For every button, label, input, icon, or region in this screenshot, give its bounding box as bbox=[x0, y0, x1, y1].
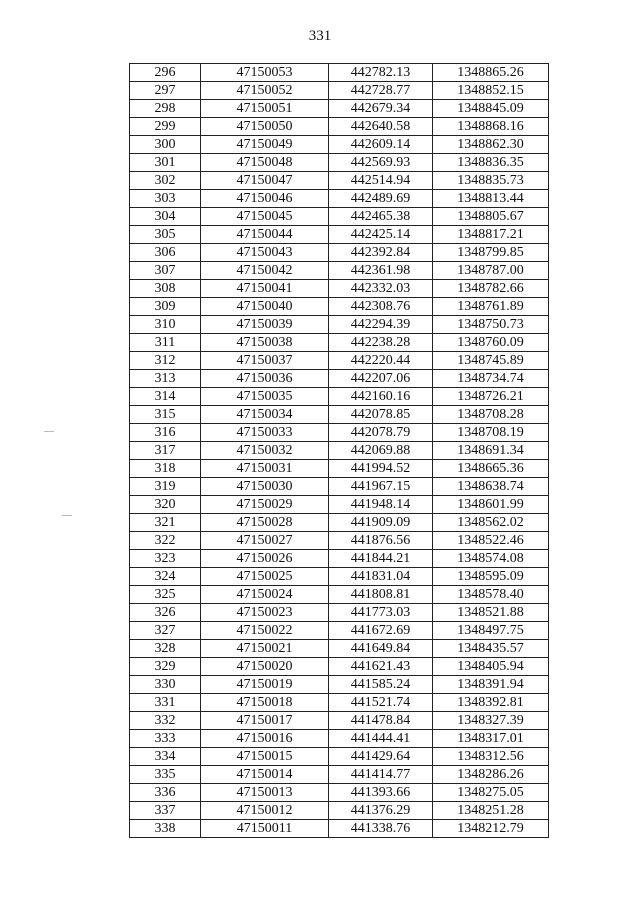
y-coordinate-cell: 1348782.66 bbox=[433, 280, 549, 298]
table-row bbox=[130, 658, 549, 676]
x-coordinate-cell: 441773.03 bbox=[329, 604, 433, 622]
table-row bbox=[130, 802, 549, 820]
x-coordinate-cell: 441649.84 bbox=[329, 640, 433, 658]
x-coordinate-cell: 441521.74 bbox=[329, 694, 433, 712]
table-row bbox=[130, 568, 549, 586]
x-coordinate-cell: 442465.38 bbox=[329, 208, 433, 226]
row-number-cell: 301 bbox=[130, 154, 201, 172]
table-row bbox=[130, 478, 549, 496]
point-code-cell: 47150034 bbox=[201, 406, 329, 424]
x-coordinate-cell: 442160.16 bbox=[329, 388, 433, 406]
row-number-cell: 326 bbox=[130, 604, 201, 622]
y-coordinate-cell: 1348845.09 bbox=[433, 100, 549, 118]
row-number-cell: 298 bbox=[130, 100, 201, 118]
page-number: 331 bbox=[308, 28, 332, 44]
row-number-cell: 329 bbox=[130, 658, 201, 676]
y-coordinate-cell: 1348435.57 bbox=[433, 640, 549, 658]
row-number-cell: 335 bbox=[130, 766, 201, 784]
table-row bbox=[130, 586, 549, 604]
table-row bbox=[130, 514, 549, 532]
y-coordinate-cell: 1348275.05 bbox=[433, 784, 549, 802]
row-number-cell: 328 bbox=[130, 640, 201, 658]
row-number-cell: 327 bbox=[130, 622, 201, 640]
point-code-cell: 47150014 bbox=[201, 766, 329, 784]
y-coordinate-cell: 1348708.19 bbox=[433, 424, 549, 442]
table-row bbox=[130, 280, 549, 298]
x-coordinate-cell: 442078.79 bbox=[329, 424, 433, 442]
row-number-cell: 313 bbox=[130, 370, 201, 388]
table-row bbox=[130, 532, 549, 550]
row-number-cell: 338 bbox=[130, 820, 201, 838]
margin-mark bbox=[44, 431, 54, 432]
point-code-cell: 47150040 bbox=[201, 298, 329, 316]
x-coordinate-cell: 441429.64 bbox=[329, 748, 433, 766]
row-number-cell: 304 bbox=[130, 208, 201, 226]
x-coordinate-cell: 441585.24 bbox=[329, 676, 433, 694]
x-coordinate-cell: 441338.76 bbox=[329, 820, 433, 838]
point-code-cell: 47150020 bbox=[201, 658, 329, 676]
y-coordinate-cell: 1348835.73 bbox=[433, 172, 549, 190]
y-coordinate-cell: 1348251.28 bbox=[433, 802, 549, 820]
point-code-cell: 47150025 bbox=[201, 568, 329, 586]
y-coordinate-cell: 1348691.34 bbox=[433, 442, 549, 460]
x-coordinate-cell: 441876.56 bbox=[329, 532, 433, 550]
row-number-cell: 312 bbox=[130, 352, 201, 370]
x-coordinate-cell: 442220.44 bbox=[329, 352, 433, 370]
x-coordinate-cell: 442728.77 bbox=[329, 82, 433, 100]
table-row bbox=[130, 244, 549, 262]
x-coordinate-cell: 441444.41 bbox=[329, 730, 433, 748]
table-row bbox=[130, 748, 549, 766]
x-coordinate-cell: 441909.09 bbox=[329, 514, 433, 532]
row-number-cell: 310 bbox=[130, 316, 201, 334]
point-code-cell: 47150036 bbox=[201, 370, 329, 388]
x-coordinate-cell: 442640.58 bbox=[329, 118, 433, 136]
point-code-cell: 47150049 bbox=[201, 136, 329, 154]
y-coordinate-cell: 1348865.26 bbox=[433, 64, 549, 82]
table-row bbox=[130, 622, 549, 640]
x-coordinate-cell: 442489.69 bbox=[329, 190, 433, 208]
point-code-cell: 47150027 bbox=[201, 532, 329, 550]
row-number-cell: 325 bbox=[130, 586, 201, 604]
row-number-cell: 299 bbox=[130, 118, 201, 136]
y-coordinate-cell: 1348497.75 bbox=[433, 622, 549, 640]
point-code-cell: 47150042 bbox=[201, 262, 329, 280]
table-row bbox=[130, 190, 549, 208]
x-coordinate-cell: 442308.76 bbox=[329, 298, 433, 316]
y-coordinate-cell: 1348708.28 bbox=[433, 406, 549, 424]
x-coordinate-cell: 441672.69 bbox=[329, 622, 433, 640]
x-coordinate-cell: 442569.93 bbox=[329, 154, 433, 172]
row-number-cell: 300 bbox=[130, 136, 201, 154]
table-row bbox=[130, 154, 549, 172]
row-number-cell: 323 bbox=[130, 550, 201, 568]
row-number-cell: 320 bbox=[130, 496, 201, 514]
x-coordinate-cell: 442679.34 bbox=[329, 100, 433, 118]
table-row bbox=[130, 694, 549, 712]
x-coordinate-cell: 442078.85 bbox=[329, 406, 433, 424]
table-row bbox=[130, 820, 549, 838]
row-number-cell: 297 bbox=[130, 82, 201, 100]
point-code-cell: 47150030 bbox=[201, 478, 329, 496]
row-number-cell: 331 bbox=[130, 694, 201, 712]
y-coordinate-cell: 1348562.02 bbox=[433, 514, 549, 532]
x-coordinate-cell: 442332.03 bbox=[329, 280, 433, 298]
table-row bbox=[130, 82, 549, 100]
y-coordinate-cell: 1348817.21 bbox=[433, 226, 549, 244]
table-row bbox=[130, 604, 549, 622]
y-coordinate-cell: 1348312.56 bbox=[433, 748, 549, 766]
row-number-cell: 322 bbox=[130, 532, 201, 550]
x-coordinate-cell: 442069.88 bbox=[329, 442, 433, 460]
table-row bbox=[130, 100, 549, 118]
table-row bbox=[130, 172, 549, 190]
point-code-cell: 47150024 bbox=[201, 586, 329, 604]
point-code-cell: 47150046 bbox=[201, 190, 329, 208]
y-coordinate-cell: 1348405.94 bbox=[433, 658, 549, 676]
point-code-cell: 47150043 bbox=[201, 244, 329, 262]
y-coordinate-cell: 1348787.00 bbox=[433, 262, 549, 280]
table-row bbox=[130, 550, 549, 568]
point-code-cell: 47150029 bbox=[201, 496, 329, 514]
row-number-cell: 296 bbox=[130, 64, 201, 82]
row-number-cell: 336 bbox=[130, 784, 201, 802]
point-code-cell: 47150023 bbox=[201, 604, 329, 622]
y-coordinate-cell: 1348862.30 bbox=[433, 136, 549, 154]
y-coordinate-cell: 1348317.01 bbox=[433, 730, 549, 748]
point-code-cell: 47150022 bbox=[201, 622, 329, 640]
point-code-cell: 47150028 bbox=[201, 514, 329, 532]
table-row bbox=[130, 298, 549, 316]
y-coordinate-cell: 1348745.89 bbox=[433, 352, 549, 370]
point-code-cell: 47150017 bbox=[201, 712, 329, 730]
table-body bbox=[130, 64, 549, 838]
point-code-cell: 47150050 bbox=[201, 118, 329, 136]
y-coordinate-cell: 1348760.09 bbox=[433, 334, 549, 352]
point-code-cell: 47150045 bbox=[201, 208, 329, 226]
point-code-cell: 47150035 bbox=[201, 388, 329, 406]
table-row bbox=[130, 316, 549, 334]
point-code-cell: 47150013 bbox=[201, 784, 329, 802]
table-row bbox=[130, 442, 549, 460]
row-number-cell: 303 bbox=[130, 190, 201, 208]
point-code-cell: 47150016 bbox=[201, 730, 329, 748]
row-number-cell: 324 bbox=[130, 568, 201, 586]
x-coordinate-cell: 441808.81 bbox=[329, 586, 433, 604]
row-number-cell: 309 bbox=[130, 298, 201, 316]
table-row bbox=[130, 730, 549, 748]
x-coordinate-cell: 442782.13 bbox=[329, 64, 433, 82]
y-coordinate-cell: 1348750.73 bbox=[433, 316, 549, 334]
table-row bbox=[130, 496, 549, 514]
row-number-cell: 311 bbox=[130, 334, 201, 352]
point-code-cell: 47150052 bbox=[201, 82, 329, 100]
table-row bbox=[130, 424, 549, 442]
row-number-cell: 333 bbox=[130, 730, 201, 748]
row-number-cell: 332 bbox=[130, 712, 201, 730]
y-coordinate-cell: 1348799.85 bbox=[433, 244, 549, 262]
x-coordinate-cell: 442609.14 bbox=[329, 136, 433, 154]
table-row bbox=[130, 352, 549, 370]
table-row bbox=[130, 118, 549, 136]
x-coordinate-cell: 442392.84 bbox=[329, 244, 433, 262]
table-row bbox=[130, 226, 549, 244]
x-coordinate-cell: 441414.77 bbox=[329, 766, 433, 784]
point-code-cell: 47150037 bbox=[201, 352, 329, 370]
row-number-cell: 305 bbox=[130, 226, 201, 244]
row-number-cell: 314 bbox=[130, 388, 201, 406]
y-coordinate-cell: 1348852.15 bbox=[433, 82, 549, 100]
y-coordinate-cell: 1348805.67 bbox=[433, 208, 549, 226]
table-row bbox=[130, 334, 549, 352]
table-row bbox=[130, 262, 549, 280]
row-number-cell: 321 bbox=[130, 514, 201, 532]
point-code-cell: 47150031 bbox=[201, 460, 329, 478]
x-coordinate-cell: 441994.52 bbox=[329, 460, 433, 478]
x-coordinate-cell: 441948.14 bbox=[329, 496, 433, 514]
y-coordinate-cell: 1348521.88 bbox=[433, 604, 549, 622]
y-coordinate-cell: 1348638.74 bbox=[433, 478, 549, 496]
point-code-cell: 47150018 bbox=[201, 694, 329, 712]
x-coordinate-cell: 441967.15 bbox=[329, 478, 433, 496]
point-code-cell: 47150012 bbox=[201, 802, 329, 820]
row-number-cell: 302 bbox=[130, 172, 201, 190]
y-coordinate-cell: 1348392.81 bbox=[433, 694, 549, 712]
x-coordinate-cell: 442425.14 bbox=[329, 226, 433, 244]
table-row bbox=[130, 64, 549, 82]
y-coordinate-cell: 1348522.46 bbox=[433, 532, 549, 550]
x-coordinate-cell: 442238.28 bbox=[329, 334, 433, 352]
table-row bbox=[130, 784, 549, 802]
y-coordinate-cell: 1348391.94 bbox=[433, 676, 549, 694]
y-coordinate-cell: 1348578.40 bbox=[433, 586, 549, 604]
y-coordinate-cell: 1348868.16 bbox=[433, 118, 549, 136]
point-code-cell: 47150051 bbox=[201, 100, 329, 118]
row-number-cell: 318 bbox=[130, 460, 201, 478]
x-coordinate-cell: 441621.43 bbox=[329, 658, 433, 676]
y-coordinate-cell: 1348212.79 bbox=[433, 820, 549, 838]
point-code-cell: 47150019 bbox=[201, 676, 329, 694]
coordinates-table bbox=[129, 63, 549, 838]
y-coordinate-cell: 1348665.36 bbox=[433, 460, 549, 478]
point-code-cell: 47150039 bbox=[201, 316, 329, 334]
x-coordinate-cell: 442361.98 bbox=[329, 262, 433, 280]
point-code-cell: 47150047 bbox=[201, 172, 329, 190]
row-number-cell: 307 bbox=[130, 262, 201, 280]
row-number-cell: 330 bbox=[130, 676, 201, 694]
y-coordinate-cell: 1348734.74 bbox=[433, 370, 549, 388]
point-code-cell: 47150044 bbox=[201, 226, 329, 244]
y-coordinate-cell: 1348813.44 bbox=[433, 190, 549, 208]
table-row bbox=[130, 460, 549, 478]
point-code-cell: 47150053 bbox=[201, 64, 329, 82]
table-row bbox=[130, 640, 549, 658]
margin-mark bbox=[62, 515, 72, 516]
table-row bbox=[130, 136, 549, 154]
y-coordinate-cell: 1348836.35 bbox=[433, 154, 549, 172]
table-row bbox=[130, 766, 549, 784]
table-row bbox=[130, 406, 549, 424]
x-coordinate-cell: 441831.04 bbox=[329, 568, 433, 586]
x-coordinate-cell: 442207.06 bbox=[329, 370, 433, 388]
point-code-cell: 47150026 bbox=[201, 550, 329, 568]
row-number-cell: 308 bbox=[130, 280, 201, 298]
table-row bbox=[130, 712, 549, 730]
x-coordinate-cell: 441376.29 bbox=[329, 802, 433, 820]
point-code-cell: 47150038 bbox=[201, 334, 329, 352]
x-coordinate-cell: 441478.84 bbox=[329, 712, 433, 730]
point-code-cell: 47150048 bbox=[201, 154, 329, 172]
point-code-cell: 47150041 bbox=[201, 280, 329, 298]
point-code-cell: 47150032 bbox=[201, 442, 329, 460]
x-coordinate-cell: 441393.66 bbox=[329, 784, 433, 802]
x-coordinate-cell: 441844.21 bbox=[329, 550, 433, 568]
point-code-cell: 47150033 bbox=[201, 424, 329, 442]
x-coordinate-cell: 442514.94 bbox=[329, 172, 433, 190]
row-number-cell: 306 bbox=[130, 244, 201, 262]
y-coordinate-cell: 1348595.09 bbox=[433, 568, 549, 586]
y-coordinate-cell: 1348726.21 bbox=[433, 388, 549, 406]
table-row bbox=[130, 208, 549, 226]
table-row bbox=[130, 676, 549, 694]
y-coordinate-cell: 1348327.39 bbox=[433, 712, 549, 730]
row-number-cell: 319 bbox=[130, 478, 201, 496]
table-row bbox=[130, 370, 549, 388]
y-coordinate-cell: 1348286.26 bbox=[433, 766, 549, 784]
y-coordinate-cell: 1348601.99 bbox=[433, 496, 549, 514]
table-row bbox=[130, 388, 549, 406]
row-number-cell: 317 bbox=[130, 442, 201, 460]
point-code-cell: 47150021 bbox=[201, 640, 329, 658]
point-code-cell: 47150015 bbox=[201, 748, 329, 766]
row-number-cell: 334 bbox=[130, 748, 201, 766]
y-coordinate-cell: 1348574.08 bbox=[433, 550, 549, 568]
row-number-cell: 315 bbox=[130, 406, 201, 424]
point-code-cell: 47150011 bbox=[201, 820, 329, 838]
y-coordinate-cell: 1348761.89 bbox=[433, 298, 549, 316]
x-coordinate-cell: 442294.39 bbox=[329, 316, 433, 334]
row-number-cell: 316 bbox=[130, 424, 201, 442]
coordinates-table-container bbox=[129, 63, 549, 838]
row-number-cell: 337 bbox=[130, 802, 201, 820]
